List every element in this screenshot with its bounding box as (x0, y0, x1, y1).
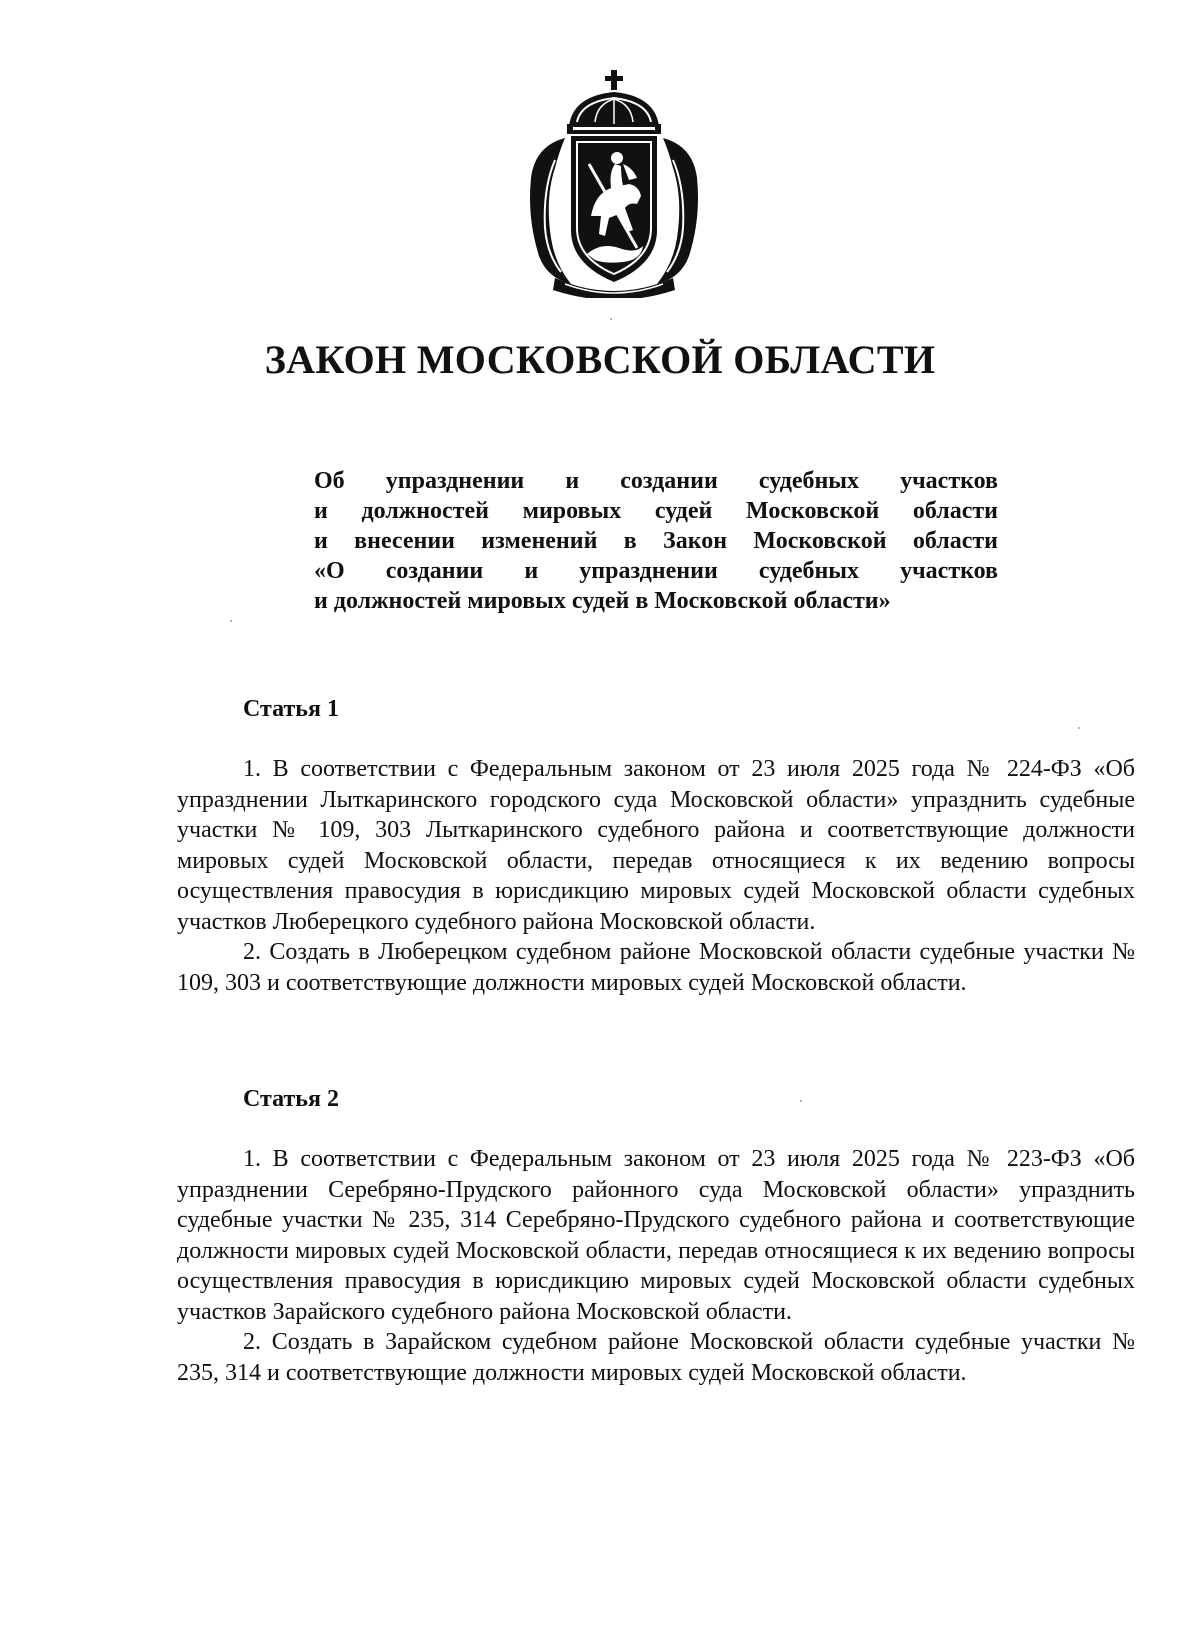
scan-speck (800, 1100, 802, 1102)
article-1-paragraph-2: 2. Создать в Люберецком судебном районе Московской области судебные участки № 109, 303 и соответствующие должности мировых судей Московской области. (177, 939, 1135, 996)
article-2-paragraph-2: 2. Создать в Зарайском судебном районе Московской области судебные участки № 235, 314 и соответствующие должности мировых судей Московской области. (177, 1329, 1135, 1386)
coat-of-arms-icon (525, 68, 703, 298)
scan-speck (230, 620, 232, 622)
scan-speck (1078, 727, 1080, 729)
article-1-heading: Статья 1 (243, 696, 339, 722)
subtitle-line: и должностей мировых судей в Московской области» (314, 588, 891, 614)
article-2-heading: Статья 2 (243, 1086, 339, 1112)
subtitle-line: и должностей мировых судей Московской области (314, 498, 998, 524)
subtitle-line: и внесении изменений в Закон Московской области (314, 528, 998, 554)
article-2-body (177, 1144, 1135, 1388)
subtitle-line: «О создании и упразднении судебных участков (314, 558, 998, 584)
article-2-paragraph-1: 1. В соответствии с Федеральным законом от 23 июля 2025 года № 223-ФЗ «Об упразднении Серебряно-Прудского районного суда Московской области» упразднить судебные участки № 235, 314 Серебряно-Прудского судебного района и соответствующие должности мировых судей Московской области, передав относящиеся к их ведению вопросы осуществления правосудия в юрисдикцию мировых судей Московской области судебных участков Зарайского судебного района Московской области. (177, 1146, 1135, 1325)
law-subtitle (314, 466, 998, 616)
law-title: ЗАКОН МОСКОВСКОЙ ОБЛАСТИ (264, 337, 936, 382)
subtitle-line: Об упразднении и создании судебных участков (314, 468, 998, 494)
article-1-paragraph-1: 1. В соответствии с Федеральным законом от 23 июля 2025 года № 224-ФЗ «Об упразднении Лыткаринского городского суда Московской области» упразднить судебные участки № 109, 303 Лыткаринского судебного района и соответствующие должности мировых судей Московской области, передав относящиеся к их ведению вопросы осуществления правосудия в юрисдикцию мировых судей Московской области судебных участков Люберецкого судебного района Московской области. (177, 756, 1135, 935)
article-1-body (177, 754, 1135, 998)
scan-speck (610, 318, 612, 320)
